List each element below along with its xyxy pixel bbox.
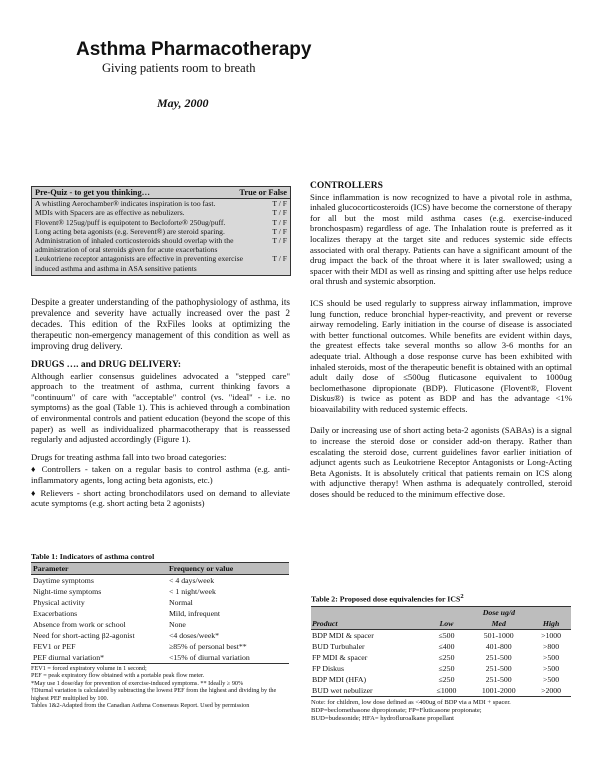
table-row bbox=[31, 619, 289, 630]
table-row bbox=[311, 629, 571, 641]
table-cell: FP MDI & spacer bbox=[312, 652, 368, 662]
quiz-title: Pre-Quiz - to get you thinking… bbox=[35, 188, 151, 197]
controllers-text: Controllers - taken on a regular basis to control asthma (e.g. anti-inflammatory agents, long acting beta agonists, etc.) bbox=[31, 464, 290, 485]
intro-paragraph: Despite a greater understanding of the pathophysiology of asthma, its prevalence and severity have actually increased over the past 2 decades. This edition of the RxFiles looks at optimizing the therapeutic non-emergency management of this condition as well as improving drug delivery. bbox=[31, 297, 290, 351]
controllers-paragraph-2: ICS should be used regularly to suppress airway inflammation, improve lung function, reduce bronchial hyper-reactivity, and prevent or reverse airway remodeling. Early initiation in the course of disease is associated with better functional outcomes. While benefits are evident within days, the greatest effects take several months so allow 3-6 months for an adequate trial. Although a dose response curve has been exhibited with inhaled steroids, most of the therapeutic benefit is obtained with an optimal adult daily dose of ≤500ug fluticasone equivalent to 1000ug beclomethasone dipropionate (BDP). Fluticasone (Flovent®, Flovent Diskus®) is twice as potent as BDP and has the advantage <1% bioavailability with reduced systemic effects. bbox=[310, 297, 573, 414]
quiz-question: Leukotriene receptor antagonists are effective in preventing exercise induced asthma and asthma in ASA sensitive patients bbox=[35, 254, 243, 273]
table-cell: ≥85% of personal best** bbox=[169, 642, 247, 651]
table2-note: Note: for children, low dose defined as <400ug of BDP via a MDI + spacer. bbox=[311, 698, 511, 706]
table-row bbox=[31, 608, 289, 619]
table1-grid bbox=[31, 562, 289, 664]
controllers-paragraph-3: Daily or increasing use of short acting beta-2 agonists (SABAs) is a signal to increase the steroid dose or consider add-on therapy. Rather than escalating the steroid dose, current guidelines favor earlier initiation of adjunct agents such as Leukotriene Receptor Antagonists or Long-Acting Beta Agonists. It is absolutely critical that patients remain on ICS along with adjunctive therapy! When asthma is adequately controlled, steroid doses should be reduced to the minimum effective dose. bbox=[310, 425, 572, 500]
table-cell: ≤250 bbox=[438, 663, 455, 673]
quiz-question: A whistling Aerochamber® indicates inspiration is too fast. bbox=[35, 199, 216, 209]
table-row bbox=[311, 641, 571, 652]
quiz-item bbox=[32, 254, 290, 274]
table-cell: BUD wet nebulizer bbox=[311, 685, 427, 697]
quiz-answer: T / F bbox=[272, 199, 287, 209]
table1-header-parameter: Parameter bbox=[31, 563, 167, 575]
table2-caption-footnote: 2 bbox=[460, 593, 464, 600]
controllers-paragraph-1: Since inflammation is now recognized to have a pivotal role in asthma, inhaled glucocorticosteroids (ICS) have become the cornerstone of therapy for all but the most mild asthma cases (e.g. exercise-induced bronchospasm) regardless of age. The Inhalation route is preferred as it localizes therapy at the target site and reduces systemic side effects associated with oral therapy. Patients can have a significant amount of the drug impact the back of the throat where it is later swallowed; using a spacer with their MDI as well as rinsing and spitting after use helps reduce oral thrush and systemic absorption. bbox=[310, 191, 572, 287]
drugs-heading: DRUGS …. and DRUG DELIVERY: bbox=[31, 360, 182, 370]
table2-caption-text: Table 2: Proposed dose equivalencies for ICS bbox=[311, 594, 461, 604]
quiz-answer: T / F bbox=[272, 217, 287, 227]
table2-group-header-row bbox=[311, 606, 571, 618]
table-cell: < 1 night/week bbox=[169, 587, 216, 596]
table-cell: Normal bbox=[169, 598, 193, 607]
table1-note: FEV1 = forced expiratory volume in 1 second; bbox=[31, 665, 147, 672]
table2-header-product: Product bbox=[311, 618, 427, 630]
table2-header-med: Med bbox=[466, 618, 531, 630]
table2-header-low: Low bbox=[427, 618, 467, 630]
controllers-heading: CONTROLLERS bbox=[310, 181, 383, 191]
table-cell: 501-1000 bbox=[483, 630, 514, 640]
table-cell: <4 doses/week* bbox=[169, 631, 220, 640]
quiz-item bbox=[32, 208, 290, 217]
table-cell: BDP MDI & spacer bbox=[312, 630, 374, 640]
table-cell: Exacerbations bbox=[33, 609, 78, 618]
quiz-item bbox=[32, 218, 290, 227]
relievers-bullet: ♦ Relievers - short acting bronchodilators used on demand to alleviate acute symptoms (e.g. short acting beta 2 agonists) bbox=[31, 487, 290, 509]
issue-date: May, 2000 bbox=[157, 96, 209, 110]
table-cell: PEF diurnal variation* bbox=[31, 652, 167, 664]
table-cell: FP Diskus bbox=[312, 663, 344, 673]
table-cell: ≤1000 bbox=[427, 685, 467, 697]
table1-header-row bbox=[31, 563, 289, 575]
table-row bbox=[31, 641, 289, 652]
table2-caption bbox=[311, 593, 571, 604]
table-row bbox=[311, 663, 571, 674]
table-cell: None bbox=[169, 620, 186, 629]
table2-note: BDP=beclomethasone dipropionate; FP=Fluticasone propionate; bbox=[311, 706, 482, 714]
left-column bbox=[31, 297, 290, 516]
table1-note: Tables 1&2-Adapted from the Canadian Asthma Consensus Report. Used by permission bbox=[31, 702, 250, 710]
table-cell: 251-500 bbox=[485, 663, 512, 673]
table2-grid bbox=[311, 606, 571, 697]
table2-group-header: Dose ug/d bbox=[427, 606, 571, 618]
table-row bbox=[31, 586, 289, 597]
table-row bbox=[311, 685, 571, 697]
table2-header-row bbox=[311, 618, 571, 630]
table2 bbox=[311, 593, 571, 723]
table-cell: >2000 bbox=[531, 685, 571, 697]
quiz-answer: T / F bbox=[272, 236, 287, 246]
table-cell: 251-500 bbox=[485, 674, 512, 684]
relievers-text: Relievers - short acting bronchodilators used on demand to alleviate acute symptoms (e.g. short acting beta 2 agonists) bbox=[31, 487, 290, 509]
quiz-item bbox=[32, 227, 290, 236]
drugs-paragraph: Although earlier consensus guidelines advocated a "stepped care" approach to the treatment of asthma, current thinking favors a "continuum" of care with "acceptable" control (vs. "ideal" - i.e. no symptoms) as the goal (Table 1). This is achieved through a combination of environmental controls and patient education (beyond the scope of this paper) as well as individualized pharmacotherapy that is reassessed regularly and adjusted accordingly (Figure 1). bbox=[31, 370, 290, 445]
table-row bbox=[31, 597, 289, 608]
table-cell: Night-time symptoms bbox=[33, 587, 102, 596]
table-row bbox=[31, 630, 289, 641]
table-cell: 401-800 bbox=[485, 641, 512, 651]
table-cell: ≤250 bbox=[438, 674, 455, 684]
table1-note: *May use 1 dose/day for prevention of exercise-induced symptoms. ** Ideally ≥ 90% bbox=[31, 679, 244, 687]
table-cell: BUD Turbuhaler bbox=[312, 641, 365, 651]
table2-header-high: High bbox=[531, 618, 571, 630]
table-cell: >500 bbox=[543, 663, 560, 673]
table1-header-value: Frequency or value bbox=[167, 563, 289, 575]
table-cell: >800 bbox=[543, 641, 560, 651]
table-cell: Physical activity bbox=[33, 598, 85, 607]
table2-note: BUD=budesonide; HFA= hydrofluroalkane propellant bbox=[311, 714, 455, 722]
table-cell: >500 bbox=[543, 674, 560, 684]
table-cell: 1001-2000 bbox=[466, 685, 531, 697]
quiz-answer: T / F bbox=[272, 208, 287, 218]
table1-note: PEF = peak expiratory flow obtained with a portable peak flow meter. bbox=[31, 672, 205, 680]
table-cell: >1000 bbox=[541, 630, 562, 640]
table-cell: Mild, infrequent bbox=[169, 609, 221, 618]
pre-quiz-box bbox=[31, 186, 291, 276]
page-title: Asthma Pharmacotherapy bbox=[76, 39, 312, 60]
table-row bbox=[311, 652, 571, 663]
table-cell: Need for short-acting β2-agonist bbox=[33, 631, 135, 640]
table-cell: ≤250 bbox=[438, 652, 455, 662]
table-cell: FEV1 or PEF bbox=[33, 642, 76, 651]
quiz-question: Administration of inhaled corticosteroids should overlap with the administration of oral steroids given for acute exacerbations bbox=[35, 236, 234, 255]
quiz-question: Flovent® 125ug/puff is equipotent to Becloforte® 250ug/puff. bbox=[35, 217, 226, 227]
table-cell: Daytime symptoms bbox=[33, 576, 94, 585]
quiz-answer: T / F bbox=[272, 254, 287, 264]
table1 bbox=[31, 552, 289, 709]
quiz-answer-header: True or False bbox=[239, 188, 287, 197]
categories-intro: Drugs for treating asthma fall into two broad categories: bbox=[31, 451, 227, 462]
quiz-question: Long acting beta agonists (e.g. Serevent®) are steroid sparing. bbox=[35, 226, 225, 236]
quiz-item bbox=[32, 236, 290, 254]
table1-notes bbox=[31, 665, 289, 709]
quiz-item bbox=[32, 199, 290, 208]
quiz-question: MDIs with Spacers are as effective as nebulizers. bbox=[35, 208, 185, 218]
quiz-answer: T / F bbox=[272, 226, 287, 236]
controllers-bullet: ♦ Controllers - taken on a regular basis to control asthma (e.g. anti-inflammatory agents, long acting beta agonists, etc.) bbox=[31, 464, 290, 485]
table-cell: < 4 days/week bbox=[169, 576, 215, 585]
table-cell: BDP MDI (HFA) bbox=[312, 674, 367, 684]
quiz-items bbox=[32, 199, 290, 275]
table1-caption: Table 1: Indicators of asthma control bbox=[31, 552, 155, 561]
table-cell: >500 bbox=[543, 652, 560, 662]
table-row bbox=[31, 575, 289, 587]
table1-note: †Diurnal variation is calculated by subtracting the lowest PEF from the highest and dividing by the highest PEF multiplied by 100. bbox=[31, 687, 277, 702]
table-cell: ≤400 bbox=[438, 641, 455, 651]
right-column bbox=[310, 181, 572, 507]
page-subtitle: Giving patients room to breath bbox=[102, 61, 256, 75]
table-row bbox=[31, 652, 289, 664]
table2-notes bbox=[311, 699, 571, 723]
table-cell bbox=[311, 606, 427, 618]
table-row bbox=[311, 674, 571, 685]
table-cell: ≤500 bbox=[438, 630, 455, 640]
table-cell: Absence from work or school bbox=[33, 620, 126, 629]
table-cell: <15% of diurnal variation bbox=[167, 652, 289, 664]
quiz-header bbox=[32, 187, 290, 199]
table-cell: 251-500 bbox=[485, 652, 512, 662]
